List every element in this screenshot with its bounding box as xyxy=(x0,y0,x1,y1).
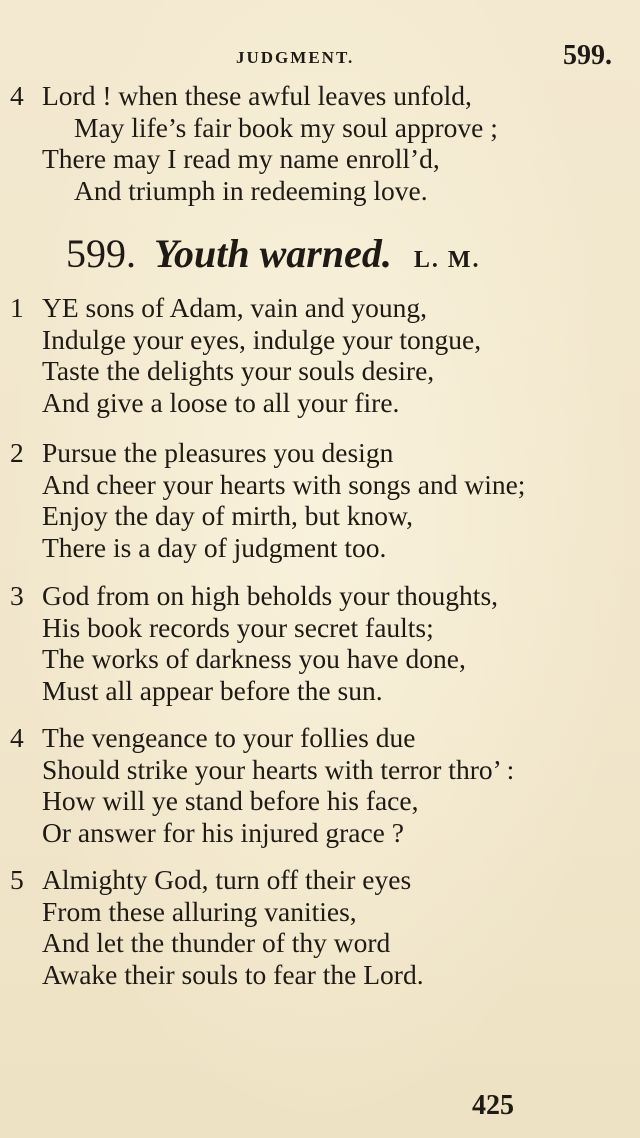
verse-text: And let the thunder of thy word xyxy=(42,927,391,958)
page-number: 425 xyxy=(472,1090,514,1121)
stanza-1 xyxy=(0,292,640,418)
verse-line xyxy=(0,175,640,207)
verse-line xyxy=(0,437,640,469)
verse-line xyxy=(0,959,640,991)
verse-line xyxy=(0,864,640,896)
stanza-2 xyxy=(0,437,640,563)
verse-line xyxy=(0,387,640,419)
verse-text: And triumph in redeeming love. xyxy=(74,174,428,206)
verse-text: How will ye stand before his face, xyxy=(42,785,419,816)
running-title: JUDGMENT. xyxy=(236,48,355,67)
verse-text: Must all appear before the sun. xyxy=(42,674,383,706)
verse-text: Lord ! when these awful leaves unfold, xyxy=(42,80,472,111)
verse-line xyxy=(0,722,640,754)
stanza-number: 4 xyxy=(10,80,24,111)
verse-text: Taste the delights your souls desire, xyxy=(42,355,435,386)
verse-text: There may I read my name enroll’d, xyxy=(42,143,440,174)
verse-line xyxy=(0,112,640,144)
verse-text: May life’s fair book my soul approve ; xyxy=(74,111,498,143)
verse-line xyxy=(0,500,640,532)
hymn-title: Youth warned. xyxy=(154,231,392,276)
verse-text: There is a day of judgment too. xyxy=(42,531,387,563)
verse-line xyxy=(0,469,640,501)
stanza-number: 4 xyxy=(10,722,24,753)
stanza-number: 1 xyxy=(10,292,24,323)
verse-text: Enjoy the day of mirth, but know, xyxy=(42,500,413,531)
verse-line xyxy=(0,80,640,112)
verse-text: The works of darkness you have done, xyxy=(42,643,466,674)
stanza-number: 5 xyxy=(10,864,24,895)
verse-text: Should strike your hearts with terror thro’ : xyxy=(42,753,515,785)
verse-line xyxy=(0,785,640,817)
hymn-number: 599. xyxy=(66,231,136,276)
prev-hymn-stanza-4 xyxy=(0,80,640,206)
verse-line xyxy=(0,143,640,175)
verse-line xyxy=(0,580,640,612)
stanza-4 xyxy=(0,722,640,848)
verse-line xyxy=(0,612,640,644)
verse-text: Indulge your eyes, indulge your tongue, xyxy=(42,323,482,355)
verse-line xyxy=(0,675,640,707)
stanza-number: 2 xyxy=(10,437,24,468)
hymn-meter: L. M. xyxy=(413,247,481,273)
verse-line xyxy=(0,927,640,959)
verse-line xyxy=(0,754,640,786)
verse-text: Or answer for his injured grace ? xyxy=(42,816,404,848)
verse-line xyxy=(0,896,640,928)
verse-text: Pursue the pleasures you design xyxy=(42,437,394,468)
verse-text: From these alluring vanities, xyxy=(42,895,357,927)
verse-line xyxy=(0,532,640,564)
running-head xyxy=(0,40,640,76)
verse-text: And cheer your hearts with songs and wine; xyxy=(42,468,526,500)
verse-line xyxy=(0,355,640,387)
verse-text: His book records your secret faults; xyxy=(42,611,434,643)
verse-line xyxy=(0,324,640,356)
running-hymn-number: 599. xyxy=(563,40,612,71)
stanza-5 xyxy=(0,864,640,990)
hymn-heading xyxy=(66,228,481,280)
verse-line xyxy=(0,817,640,849)
verse-text: The vengeance to your follies due xyxy=(42,722,416,753)
stanza-number: 3 xyxy=(10,580,24,611)
verse-text: Almighty God, turn off their eyes xyxy=(42,864,412,895)
verse-line xyxy=(0,292,640,324)
verse-text: And give a loose to all your fire. xyxy=(42,386,400,418)
stanza-3 xyxy=(0,580,640,706)
verse-text: Awake their souls to fear the Lord. xyxy=(42,958,424,990)
verse-text: YE sons of Adam, vain and young, xyxy=(42,292,427,323)
verse-text: God from on high beholds your thoughts, xyxy=(42,580,499,611)
verse-line xyxy=(0,643,640,675)
